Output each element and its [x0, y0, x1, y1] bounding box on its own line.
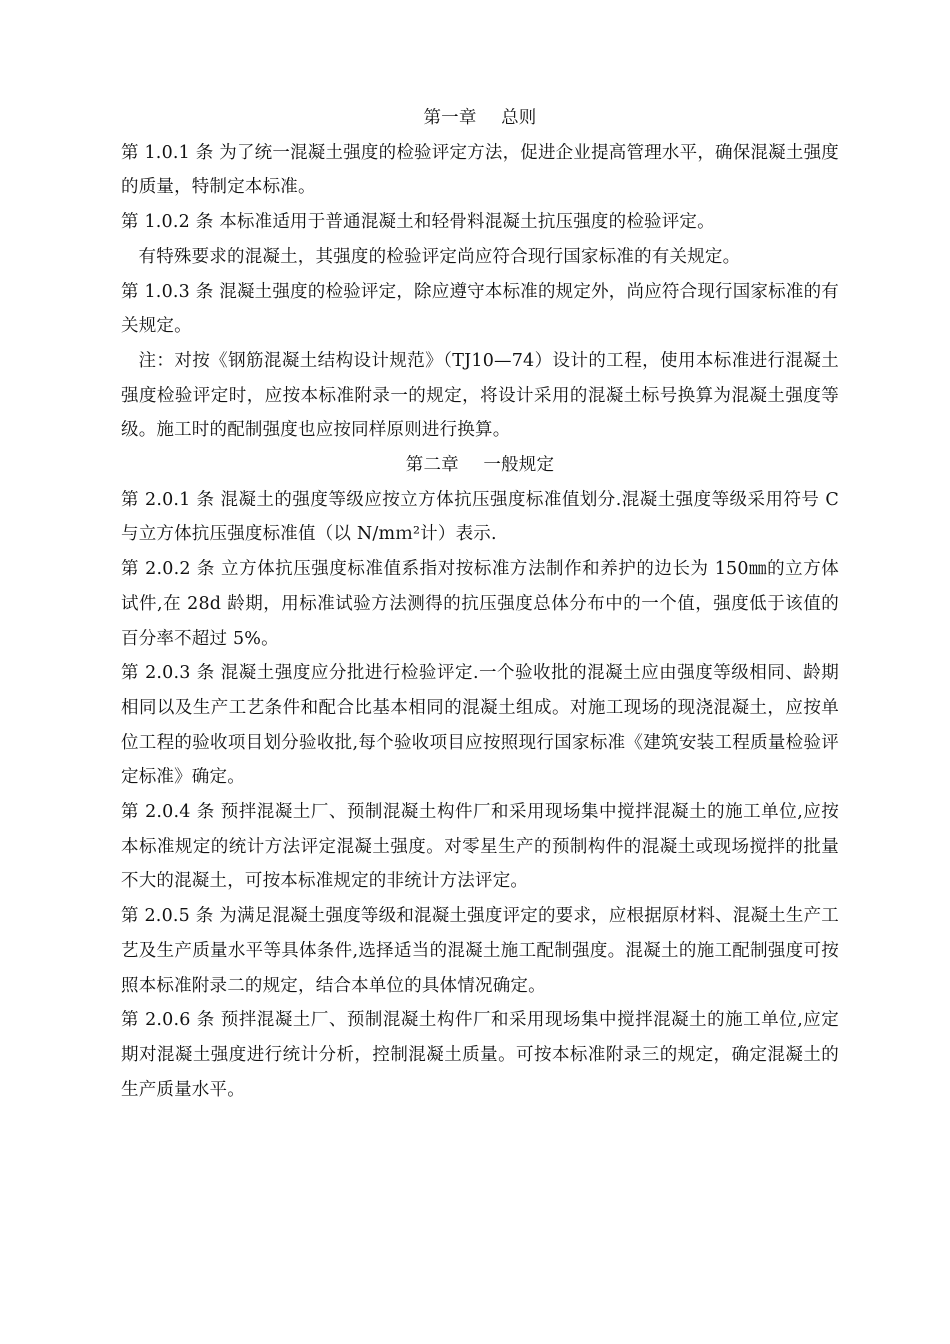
article-2-0-4: 第 2.0.4 条 预拌混凝土厂、预制混凝土构件厂和采用现场集中搅拌混凝土的施工单位,应按本标准规定的统计方法评定混凝土强度。对零星生产的预制构件的混凝土或现场搅拌的批量不大的混凝土，可按本标准规定的非统计方法评定。 — [121, 802, 839, 892]
chapter-1-title: 总则 — [501, 108, 537, 128]
chapter-2-heading — [121, 448, 839, 483]
document-page — [121, 101, 839, 1107]
article-1-0-2-note: 有特殊要求的混凝土，其强度的检验评定尚应符合现行国家标准的有关规定。 — [138, 246, 741, 267]
article-1-0-1: 第 1.0.1 条 为了统一混凝土强度的检验评定方法，促进企业提高管理水平，确保混凝土强度的质量，特制定本标准。 — [121, 142, 839, 198]
article-2-0-6: 第 2.0.6 条 预拌混凝土厂、预制混凝土构件厂和采用现场集中搅拌混凝土的施工单位,应定期对混凝土强度进行统计分析，控制混凝土质量。可按本标准附录三的规定，确定混凝土的生产质量水平。 — [121, 1010, 839, 1100]
chapter-2-title: 一般规定 — [483, 455, 555, 476]
article-2-0-3: 第 2.0.3 条 混凝土强度应分批进行检验评定.一个验收批的混凝土应由强度等级相同、龄期相同以及生产工艺条件和配合比基本相同的混凝土组成。对施工现场的现浇混凝土，应按单位工程的验收项目划分验收批,每个验收项目应按照现行国家标准《建筑安装工程质量检验评定标准》确定。 — [121, 663, 839, 788]
chapter-2-number: 第二章 — [405, 455, 459, 476]
article-2-0-5: 第 2.0.5 条 为满足混凝土强度等级和混凝土强度评定的要求，应根据原材料、混凝土生产工艺及生产质量水平等具体条件,选择适当的混凝土施工配制强度。混凝土的施工配制强度可按照本标准附录二的规定，结合本单位的具体情况确定。 — [121, 906, 839, 996]
article-1-0-2: 第 1.0.2 条 本标准适用于普通混凝土和轻骨料混凝土抗压强度的检验评定。 — [121, 212, 715, 233]
article-2-0-2: 第 2.0.2 条 立方体抗压强度标准值系指对按标准方法制作和养护的边长为 150㎜的立方体试件,在 28d 龄期，用标准试验方法测得的抗压强度总体分布中的一个值，强度低于该值的百分率不超过 5%。 — [121, 559, 839, 649]
chapter-1-heading — [121, 101, 839, 136]
chapter-1-number: 第一章 — [423, 108, 477, 128]
article-1-0-3: 第 1.0.3 条 混凝土强度的检验评定，除应遵守本标准的规定外，尚应符合现行国家标准的有关规定。 — [121, 281, 839, 337]
article-2-0-1: 第 2.0.1 条 混凝土的强度等级应按立方体抗压强度标准值划分.混凝土强度等级采用符号 C 与立方体抗压强度标准值（以 N/mｍ²计）表示. — [121, 489, 839, 545]
article-1-0-3-note: 注：对按《钢筋混凝土结构设计规范》（TJ10—74）设计的工程，使用本标准进行混凝土强度检验评定时，应按本标准附录一的规定，将设计采用的混凝土标号换算为混凝土强度等级。施工时的配制强度也应按同样原则进行换算。 — [121, 350, 839, 441]
